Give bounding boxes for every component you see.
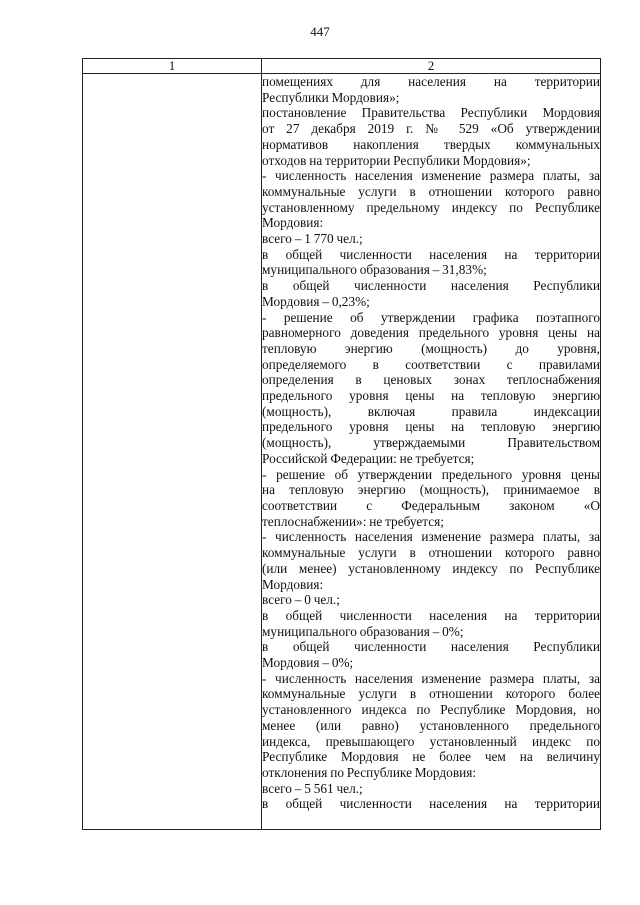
table-row [83,74,601,830]
paragraph: в общей численности населения на территории [262,796,600,812]
page-number: 447 [310,24,330,39]
paragraph: всего – 0 чел.; [262,592,340,608]
paragraph: в общей численности населения на территории муниципального образования – 0%; [262,607,600,639]
column-header-2: 2 [262,59,601,74]
paragraph: - решение об утверждении графика поэтапного равномерного доведения предельного уровня цены на тепловую энергию (мощность) до уровня, определяемого в соответствии с правилами определения в ценовых зонах теплоснабжения предельного уровня цены на тепловую энергию (мощность), включая правила индексации предельного уровня цены на тепловую энергию (мощность), утверждаемыми Правительством Российской Федерации: не требуется; [262,309,600,466]
paragraph: - численность населения изменение размера платы, за коммунальные услуги в отношении которого более установленного индекса по Республике Мордовия, но менее (или равно) установленного предельного индекса, превышающего установленный индекс по Республике Мордовия не более чем на величину отклонения по Республике Мордовия: [262,670,600,780]
cell-column-1 [83,74,262,830]
paragraph: всего – 5 561 чел.; [262,780,363,796]
paragraph: постановление Правительства Республики Мордовия от 27 декабря 2019 г. № 529 «Об утверждении нормативов накопления твердых коммунальных отходов на территории Республики Мордовия»; [262,105,600,168]
paragraph: - численность населения изменение размера платы, за коммунальные услуги в отношении которого равно установленному предельному индексу по Республике Мордовия: [262,168,600,231]
paragraph: помещениях для населения на территории Республики Мордовия»; [262,74,600,105]
paragraph: в общей численности населения Республики Мордовия – 0,23%; [262,278,600,309]
column-header-1: 1 [83,59,262,74]
paragraph: в общей численности населения на территории муниципального образования – 31,83%; [262,246,600,278]
document-table [82,58,601,830]
paragraph: всего – 1 770 чел.; [262,231,363,247]
paragraph: в общей численности населения Республики Мордовия – 0%; [262,639,600,671]
paragraph: - решение об утверждении предельного уровня цены на тепловую энергию (мощность), принимаемое в соответствии с Федеральным законом «О теплоснабжении»: не требуется; [262,466,600,529]
table-header-row [83,59,601,74]
cell-column-2 [262,74,601,830]
paragraph: - численность населения изменение размера платы, за коммунальные услуги в отношении которого равно (или менее) установленному индексу по Республике Мордовия: [262,529,600,592]
